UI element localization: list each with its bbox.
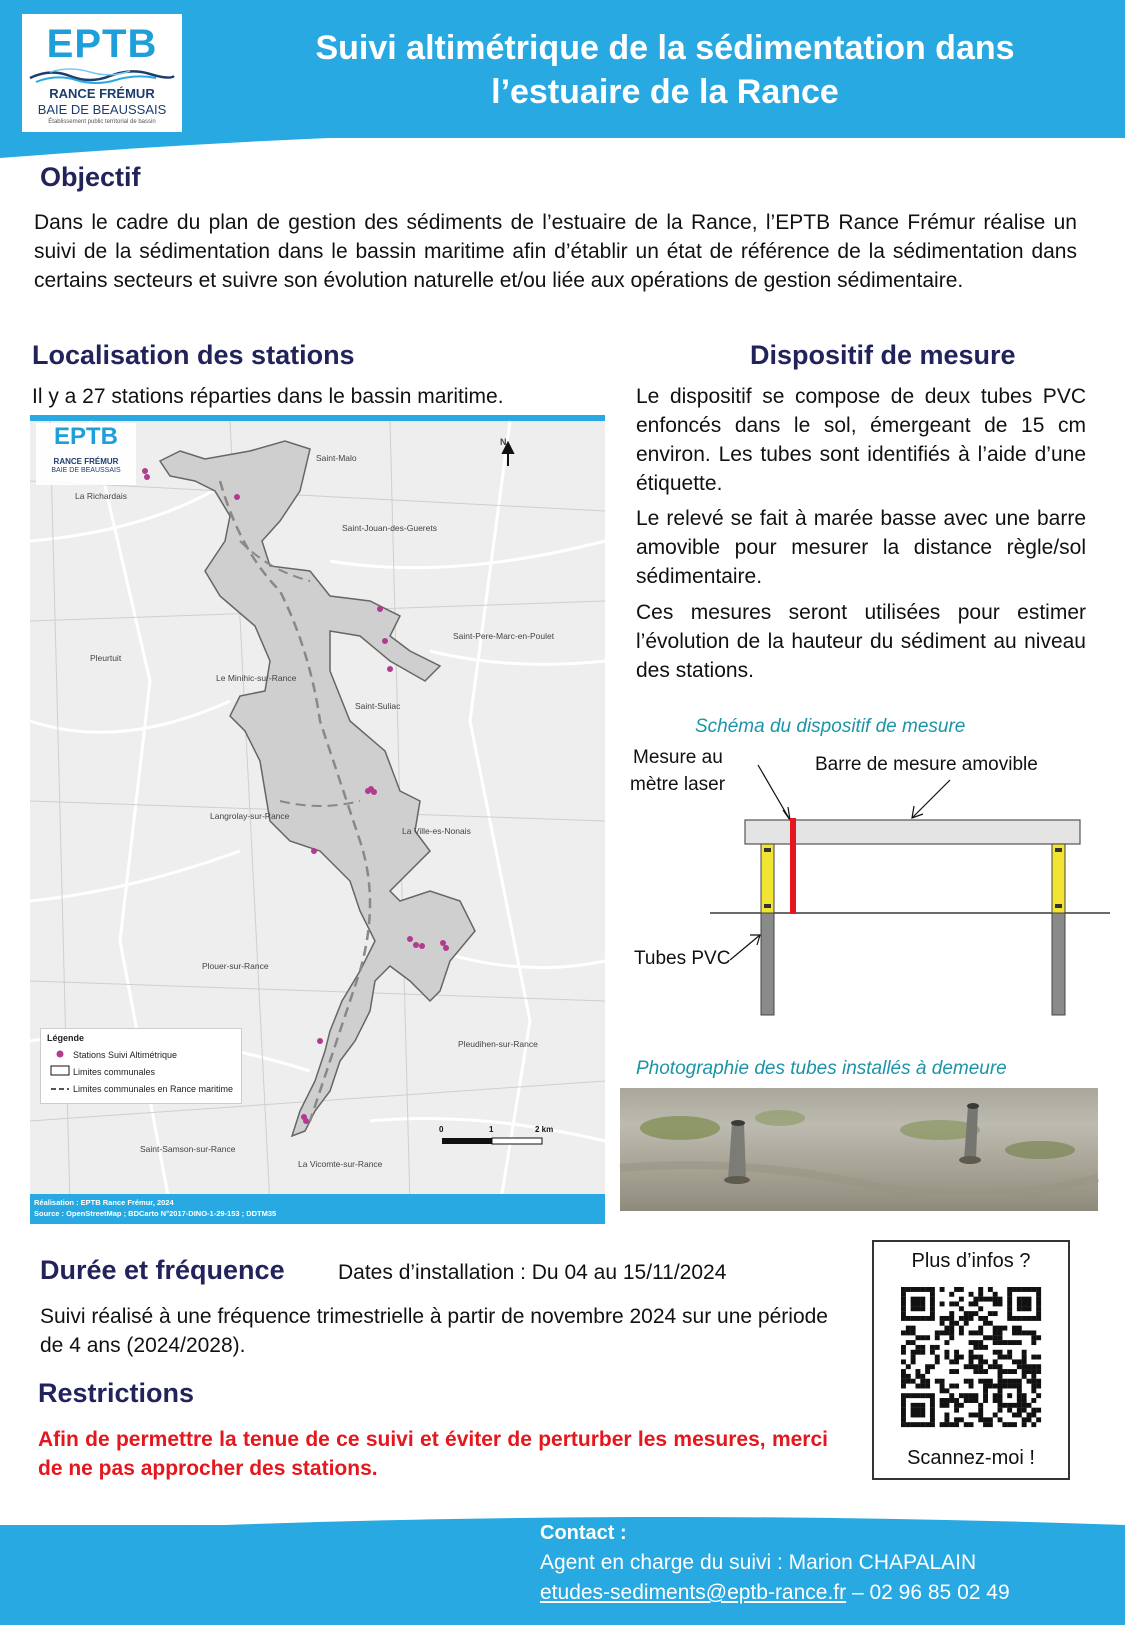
dispositif-p2: Le relevé se fait à marée basse avec une barre amovible pour mesurer la distance règle/sol sédimentaire. (636, 507, 1086, 588)
contact-phone: – 02 96 85 02 49 (846, 1581, 1010, 1604)
duree-heading: Durée et fréquence (40, 1255, 285, 1285)
schema-laser-line2: mètre laser (630, 774, 726, 795)
qr-code-icon[interactable] (901, 1287, 1041, 1427)
legend-limites: Limites communales (73, 1067, 156, 1077)
map-footer-line2: Source : OpenStreetMap ; BDCarto N°2017-DINO-1-29-153 ; DDTM35 (34, 1209, 277, 1218)
localisation-text: Il y a 27 stations réparties dans le bassin maritime. (32, 385, 504, 408)
logo-waves-icon (30, 66, 174, 86)
scale-one: 1 (489, 1125, 494, 1134)
qr-box (872, 1240, 1070, 1480)
contact-heading: Contact : (540, 1522, 627, 1544)
place-pleudihen: Pleudihen-sur-Rance (458, 1039, 538, 1049)
title-line1: Suivi altimétrique de la sédimentation dans (315, 29, 1015, 67)
map-logo-line2: BAIE DE BEAUSSAIS (51, 467, 121, 474)
qr-bottom-label: Scannez-moi ! (907, 1447, 1035, 1469)
tubes-photo (620, 1088, 1098, 1211)
place-saint-samson: Saint-Samson-sur-Rance (140, 1144, 236, 1154)
duree-text: Suivi réalisé à une fréquence trimestrielle à partir de novembre 2024 sur une période de 4 ans (2024/2028). (40, 1305, 828, 1357)
place-saint-malo: Saint-Malo (316, 453, 357, 463)
map-footer (30, 1194, 605, 1224)
legend-title: Légende (47, 1033, 85, 1043)
place-saint-jouan: Saint-Jouan-des-Guerets (342, 523, 437, 533)
logo-line3: Établissement public territorial de bassin (48, 119, 156, 125)
logo-line2: BAIE DE BEAUSSAIS (37, 102, 167, 117)
qr-top-label: Plus d’infos ? (911, 1250, 1031, 1272)
dispositif-p1: Le dispositif se compose de deux tubes PVC enfoncés dans le sol, émergeant de 15 cm environ. Les tubes sont identifiés à l’aide d’une étiquette. (636, 385, 1086, 495)
contact-agent: Agent en charge du suivi : Marion CHAPALAIN (540, 1551, 977, 1574)
photo-caption: Photographie des tubes installés à demeure (636, 1058, 1007, 1079)
place-saint-suliac: Saint-Suliac (355, 701, 401, 711)
schema-barre-label: Barre de mesure amovible (815, 754, 1038, 775)
stations-map (30, 415, 605, 1218)
map-logo (36, 423, 136, 485)
place-saint-pere: Saint-Pere-Marc-en-Poulet (453, 631, 555, 641)
eptb-logo (22, 14, 182, 132)
north-label: N (500, 437, 507, 447)
schema-laser-line1: Mesure au (633, 747, 723, 768)
legend-stations: Stations Suivi Altimétrique (73, 1050, 178, 1060)
page-title (240, 26, 1090, 114)
contact-email-link[interactable]: etudes-sediments@eptb-rance.fr (540, 1581, 847, 1604)
place-la-vicomte: La Vicomte-sur-Rance (298, 1159, 383, 1169)
legend-limites-rance: Limites communales en Rance maritime (73, 1084, 234, 1094)
map-logo-line1: RANCE FRÉMUR (53, 457, 119, 466)
dispositif-p3: Ces mesures seront utilisées pour estimer l’évolution de la hauteur du sédiment au niveau des stations. (636, 601, 1086, 682)
scale-zero: 0 (439, 1125, 444, 1134)
legend-symbols (49, 1049, 71, 1099)
restrictions-text: Afin de permettre la tenue de ce suivi et éviter de perturber les mesures, merci de ne pas approcher des stations. (38, 1428, 828, 1480)
localisation-heading: Localisation des stations (32, 340, 355, 370)
place-pleurtuit: Pleurtuit (90, 653, 122, 663)
logo-line1: RANCE FRÉMUR (49, 86, 155, 101)
place-la-ville-es-nonais: La Ville-es-Nonais (402, 826, 471, 836)
place-langrolay: Langrolay-sur-Rance (210, 811, 290, 821)
dispositif-heading: Dispositif de mesure (750, 340, 1016, 370)
place-plouer: Plouer-sur-Rance (202, 961, 269, 971)
schema-tubes-label: Tubes PVC (634, 948, 731, 969)
schema-diagram (620, 740, 1120, 1030)
map-legend (40, 1028, 242, 1104)
restrictions-heading: Restrictions (38, 1378, 195, 1408)
duree-dates: Dates d’installation : Du 04 au 15/11/2024 (338, 1261, 727, 1284)
tubes-photo-drawing (620, 1088, 1098, 1211)
schema-caption: Schéma du dispositif de mesure (695, 716, 966, 737)
place-la-richardais: La Richardais (75, 491, 127, 501)
map-logo-main: EPTB (53, 423, 118, 450)
map-footer-line1: Réalisation : EPTB Rance Frémur, 2024 (34, 1198, 174, 1207)
scale-two: 2 km (535, 1125, 554, 1134)
logo-main-text: EPTB (46, 22, 158, 66)
objectif-heading: Objectif (40, 162, 141, 192)
place-le-minihic: Le Minihic-sur-Rance (216, 673, 297, 683)
objectif-text: Dans le cadre du plan de gestion des sédiments de l’estuaire de la Rance, l’EPTB Rance Frémur réalise un suivi de la sédimentation dans le bassin maritime afin d’établir un état de référence de la sédimentation dans certains secteurs et suivre son évolution naturelle et/ou liée aux opérations de gestion sédimentaire. (34, 211, 1077, 292)
title-line2: l’estuaire de la Rance (491, 73, 839, 111)
contact-line (540, 1581, 1010, 1605)
